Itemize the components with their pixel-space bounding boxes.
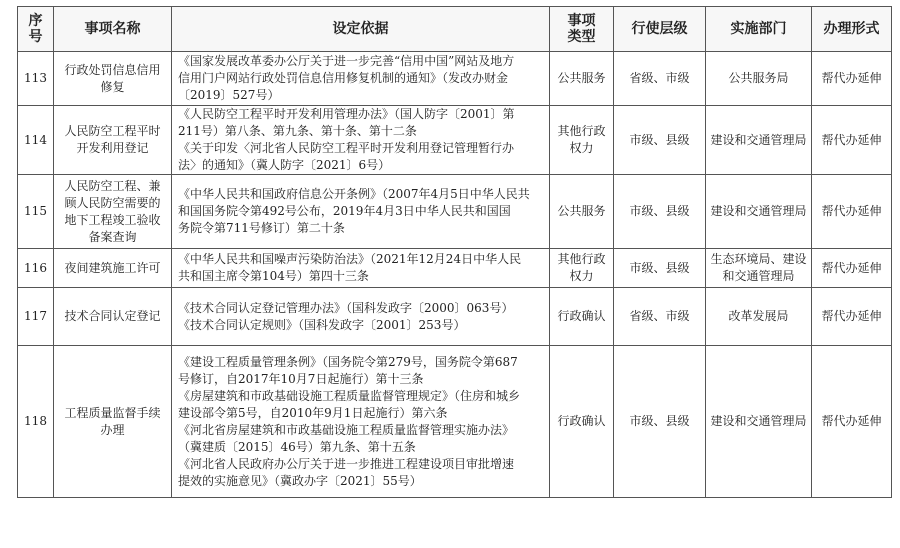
header-form: 办理形式 [812, 7, 892, 52]
implementing-dept [706, 249, 812, 288]
matter-name [54, 175, 172, 249]
legal-basis-line: 《河北省房屋建筑和市政基础设施工程质量监督管理实施办法》 [178, 422, 515, 437]
matter-type-line: 公共服务 [557, 71, 606, 85]
header-no [18, 7, 54, 52]
legal-basis-line: 《技术合同认定规则》（国科发政字〔2001〕253号） [178, 317, 466, 332]
matter-name-line: 工程质量监督手续 [64, 405, 161, 420]
implementing-dept [706, 175, 812, 249]
matter-type-line: 权力 [569, 141, 594, 155]
table-row [18, 52, 892, 106]
row-number: 117 [18, 288, 54, 346]
legal-basis-line: 共和国主席令第104号）第四十三条 [178, 269, 369, 283]
exercise-level: 市级、县级 [614, 106, 706, 175]
implementing-dept [706, 106, 812, 175]
header-type-text: 事项类型 [567, 13, 596, 45]
legal-basis-line: 《关于印发〈河北省人民防空工程平时开发利用登记管理暂行办 [178, 141, 515, 155]
matter-type-line: 公共服务 [557, 204, 606, 218]
implementing-dept [706, 346, 812, 498]
implementing-dept-line: 公共服务局 [728, 71, 789, 85]
matter-name-line: 技术合同认定登记 [64, 309, 161, 323]
handling-form: 帮代办延伸 [812, 288, 892, 346]
legal-basis-line: 建设部令第5号，自2010年9月1日起施行）第六条 [178, 405, 448, 420]
matter-type [550, 346, 614, 498]
header-row [18, 7, 892, 52]
table-row [18, 346, 892, 498]
header-type [550, 7, 614, 52]
legal-basis-line: 211号）第八条、第九条、第十条、第十二条 [178, 124, 417, 138]
implementing-dept-line: 改革发展局 [728, 309, 789, 323]
matter-name [54, 106, 172, 175]
legal-basis-line: 务院令第711号修订）第二十条 [178, 221, 345, 235]
handling-form: 帮代办延伸 [812, 249, 892, 288]
legal-basis [172, 52, 550, 106]
header-no-text: 序号 [28, 13, 43, 45]
matter-type [550, 175, 614, 249]
matter-name-line: 夜间建筑施工许可 [64, 260, 161, 275]
matters-table [17, 6, 892, 498]
legal-basis-line: 《国家发展改革委办公厅关于进一步完善“信用中国”网站及地方 [178, 54, 515, 68]
legal-basis [172, 288, 550, 346]
row-number: 118 [18, 346, 54, 498]
legal-basis-line: 《人民防空工程平时开发利用管理办法》（国人防字〔2001〕第 [178, 107, 515, 121]
table-body [18, 52, 892, 498]
implementing-dept-line: 和交通管理局 [722, 269, 795, 283]
exercise-level: 省级、市级 [614, 288, 706, 346]
matter-type [550, 106, 614, 175]
legal-basis-line: 法〉的通知》（冀人防字〔2021〕6号） [178, 158, 391, 172]
matter-name-line: 人民防空工程、兼 [64, 178, 161, 193]
implementing-dept-line: 生态环境局、建设 [710, 252, 807, 266]
table-row [18, 106, 892, 175]
matter-name-line: 办理 [100, 422, 125, 437]
row-number: 116 [18, 249, 54, 288]
handling-form: 帮代办延伸 [812, 175, 892, 249]
matter-name [54, 288, 172, 346]
matter-name-line: 备案查询 [88, 229, 137, 244]
matter-type [550, 288, 614, 346]
matter-type-line: 行政确认 [557, 414, 606, 428]
matter-type-line: 其他行政 [557, 124, 606, 138]
header-basis: 设定依据 [172, 7, 550, 52]
table-row [18, 288, 892, 346]
legal-basis-line: （冀建质〔2015〕46号）第九条、第十五条 [178, 439, 416, 454]
table-row [18, 249, 892, 288]
exercise-level: 省级、市级 [614, 52, 706, 106]
matter-name-line: 修复 [100, 79, 125, 94]
matter-name-line: 开发利用登记 [76, 141, 149, 155]
row-number: 114 [18, 106, 54, 175]
row-number: 113 [18, 52, 54, 106]
matter-name-line: 地下工程竣工验收 [64, 212, 161, 227]
exercise-level: 市级、县级 [614, 346, 706, 498]
legal-basis-line: 和国国务院令第492号公布，2019年4月3日中华人民共和国国 [178, 204, 511, 218]
header-level: 行使层级 [614, 7, 706, 52]
implementing-dept-line: 建设和交通管理局 [710, 132, 807, 147]
matter-type-line: 其他行政 [557, 252, 606, 266]
matter-type-line: 权力 [569, 269, 594, 283]
legal-basis [172, 106, 550, 175]
matter-name-line: 行政处罚信息信用 [64, 62, 161, 77]
legal-basis-line: 《房屋建筑和市政基础设施工程质量监督管理规定》（住房和城乡 [178, 388, 521, 403]
legal-basis-line: 号修订，自2017年10月7日起施行）第十三条 [178, 371, 424, 386]
legal-basis [172, 175, 550, 249]
matter-name [54, 249, 172, 288]
matter-type [550, 52, 614, 106]
table-row [18, 175, 892, 249]
legal-basis-line: 《中华人民共和国政府信息公开条例》（2007年4月5日中华人民共 [178, 187, 530, 201]
implementing-dept [706, 52, 812, 106]
implementing-dept-line: 建设和交通管理局 [710, 414, 807, 428]
legal-basis-line: 《技术合同认定登记管理办法》（国科发政字〔2000〕063号） [178, 300, 514, 315]
matter-name [54, 52, 172, 106]
matter-name-line: 人民防空工程平时 [64, 124, 161, 138]
legal-basis [172, 249, 550, 288]
handling-form: 帮代办延伸 [812, 52, 892, 106]
handling-form: 帮代办延伸 [812, 346, 892, 498]
legal-basis-line: 《中华人民共和国噪声污染防治法》（2021年12月24日中华人民 [178, 252, 522, 266]
legal-basis-line: 提效的实施意见》（冀政办字〔2021〕55号） [178, 473, 422, 488]
legal-basis-line: 〔2019〕527号） [178, 88, 280, 102]
matter-type [550, 249, 614, 288]
matter-name-line: 顾人民防空需要的 [64, 195, 161, 210]
implementing-dept [706, 288, 812, 346]
exercise-level: 市级、县级 [614, 249, 706, 288]
matter-type-line: 行政确认 [557, 309, 606, 323]
handling-form: 帮代办延伸 [812, 106, 892, 175]
legal-basis-line: 信用门户网站行政处罚信息信用修复机制的通知》（发改办财金 [178, 71, 509, 85]
implementing-dept-line: 建设和交通管理局 [710, 204, 807, 218]
legal-basis-line: 《建设工程质量管理条例》（国务院令第279号，国务院令第687 [178, 354, 518, 369]
matter-name [54, 346, 172, 498]
table-container [17, 6, 891, 498]
legal-basis [172, 346, 550, 498]
header-name: 事项名称 [54, 7, 172, 52]
exercise-level: 市级、县级 [614, 175, 706, 249]
row-number: 115 [18, 175, 54, 249]
header-dept: 实施部门 [706, 7, 812, 52]
legal-basis-line: 《河北省人民政府办公厅关于进一步推进工程建设项目审批增速 [178, 456, 515, 471]
